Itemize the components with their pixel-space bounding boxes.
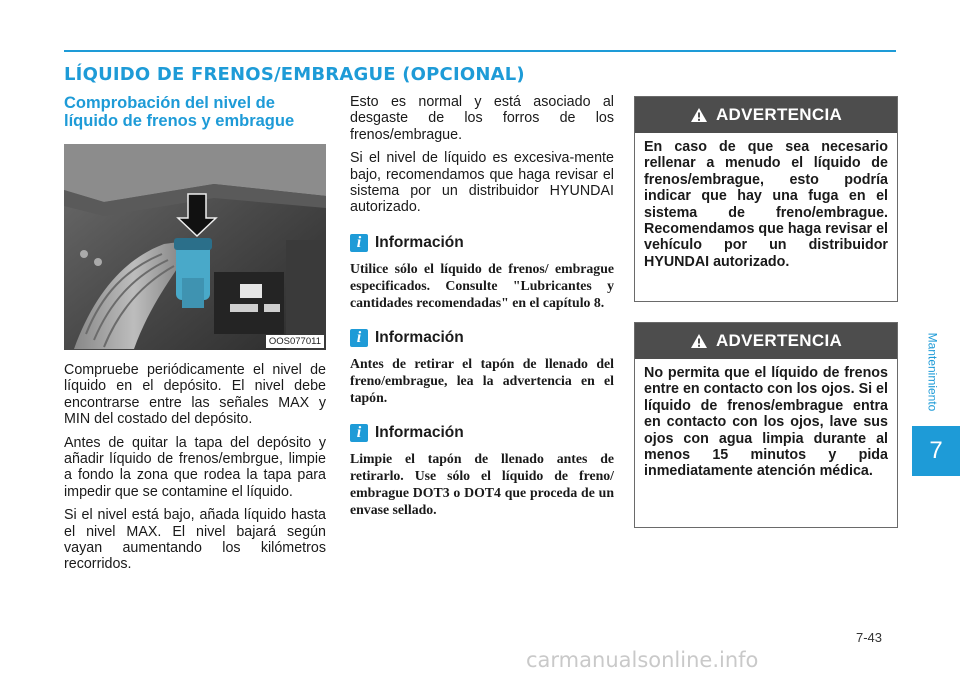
section-heading-line2: líquido de frenos y embrague xyxy=(64,112,295,130)
paragraph: Si el nivel está bajo, añada líquido hasta el nivel MAX. El nivel bajará según vayan aumentando los kilómetros recorridos. xyxy=(64,507,326,573)
engine-bay-illustration xyxy=(64,144,326,350)
info-note xyxy=(350,234,614,311)
section-heading xyxy=(64,94,326,130)
column-1 xyxy=(64,94,326,580)
info-note xyxy=(350,329,614,406)
info-note xyxy=(350,424,614,518)
info-icon: i xyxy=(350,424,368,442)
info-icon: i xyxy=(350,329,368,347)
info-text: Antes de retirar el tapón de llenado del freno/embrague, lea la advertencia en el tapón. xyxy=(350,355,614,405)
info-header xyxy=(350,424,614,442)
warning-triangle-icon xyxy=(690,107,708,123)
info-header xyxy=(350,234,614,252)
info-title: Información xyxy=(375,423,464,441)
page-number: 7-43 xyxy=(856,630,883,645)
chapter-tab[interactable]: 7 xyxy=(912,426,960,476)
page-title: LÍQUIDO DE FRENOS/EMBRAGUE (OPCIONAL) xyxy=(64,64,525,85)
info-icon: i xyxy=(350,234,368,252)
warning-box xyxy=(634,322,898,528)
paragraph: Si el nivel de líquido es excesiva-mente bajo, recomendamos que haga revisar el sistema por un distribuidor HYUNDAI autorizado. xyxy=(350,150,614,216)
section-heading-line1: Comprobación del nivel de xyxy=(64,94,275,112)
warning-header xyxy=(635,97,897,133)
warning-box xyxy=(634,96,898,302)
paragraph: Antes de quitar la tapa del depósito y añadir líquido de frenos/embrgue, limpie a fondo la zona que rodea la tapa para impedir que se contamine el líquido. xyxy=(64,434,326,500)
warning-header xyxy=(635,323,897,359)
info-title: Información xyxy=(375,233,464,251)
top-rule xyxy=(64,50,896,52)
chapter-side-label xyxy=(922,322,942,422)
paragraph: Esto es normal y está asociado al desgaste de los forros de los frenos/embrague. xyxy=(350,94,614,143)
column-2 xyxy=(350,94,614,518)
warning-text: En caso de que sea necesario rellenar a menudo el líquido de frenos/embrague, esto podría indicar que hay una fuga en el sistema de freno/embrague. Recomendamos que haga revisar el vehículo por un distribuidor HYUNDAI autorizado. xyxy=(644,139,888,270)
chapter-side-label-text: Mantenimiento xyxy=(925,332,939,412)
warning-title: ADVERTENCIA xyxy=(715,331,843,350)
info-title: Información xyxy=(375,328,464,346)
info-header xyxy=(350,329,614,347)
info-text: Utilice sólo el líquido de frenos/ embrague especificados. Consulte "Lubricantes y cantidades recomendadas" en el capítulo 8. xyxy=(350,260,614,310)
figure-code: OOS077011 xyxy=(266,335,324,348)
warning-text: No permita que el líquido de frenos entre en contacto con los ojos. Si el líquido de frenos/embrague entra en contacto con los ojos, lave sus ojos con agua limpia durante al menos 15 minutos y pida inmediatamente atención médica. xyxy=(644,365,888,480)
warning-triangle-icon xyxy=(690,333,708,349)
watermark: carmanualsonline.info xyxy=(526,648,759,672)
paragraph: Compruebe periódicamente el nivel de líquido en el depósito. El nivel debe encontrarse entre las señales MAX y MIN del costado del depósito. xyxy=(64,362,326,428)
info-text: Limpie el tapón de llenado antes de retirarlo. Use sólo el líquido de freno/ embrague DOT3 o DOT4 que proceda de un envase sellado. xyxy=(350,450,614,517)
engine-bay-photo xyxy=(64,144,326,350)
warning-title: ADVERTENCIA xyxy=(715,105,843,124)
